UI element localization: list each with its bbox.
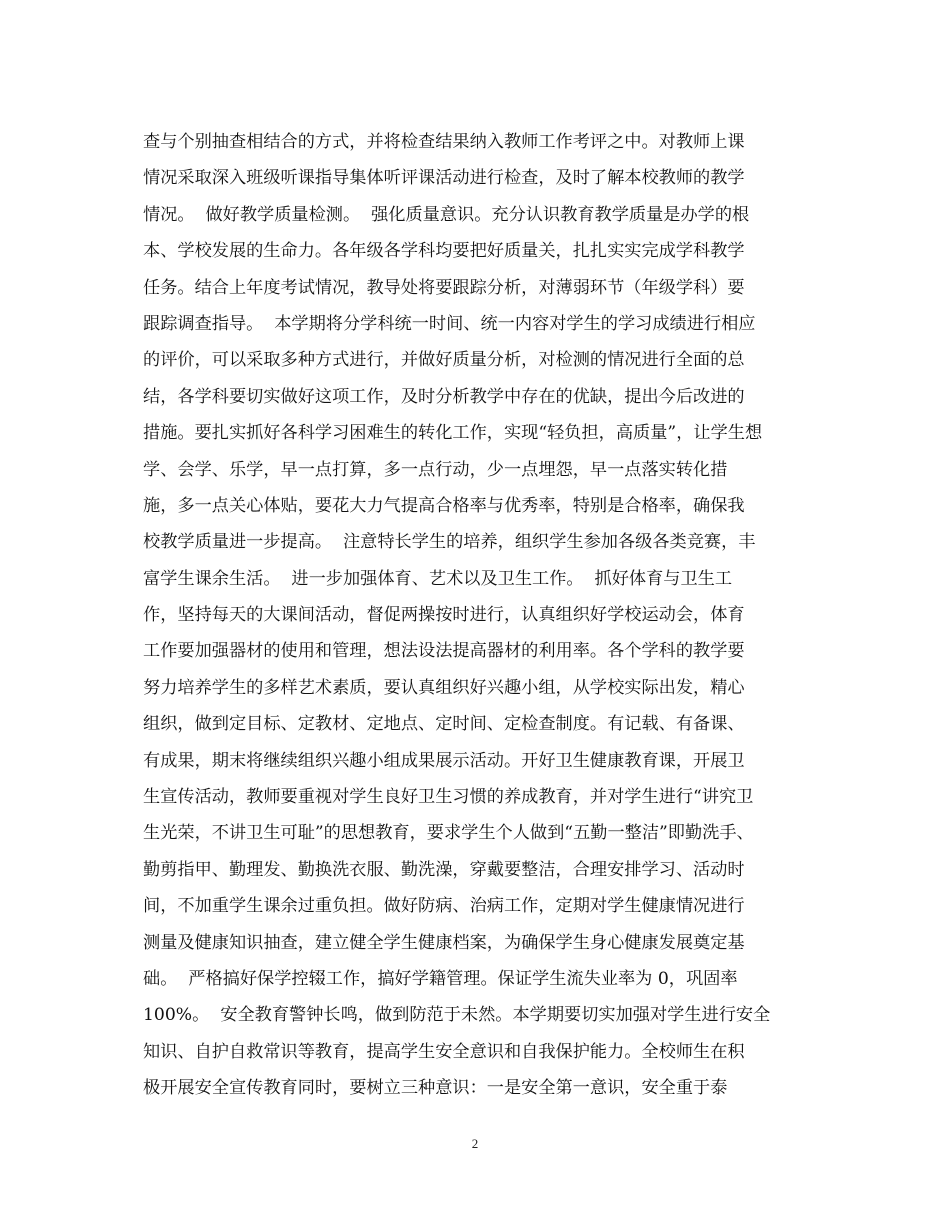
text-line: 情况采取深入班级听课指导集体听评课活动进行检查，及时了解本校教师的教学 — [143, 168, 745, 189]
body-text — [143, 124, 823, 1107]
text-line: 施，多一点关心体贴，要花大力气提高合格率与优秀率，特别是合格率，确保我 — [143, 495, 745, 516]
text-line: 间，不加重学生课余过重负担。做好防病、治病工作，定期对学生健康情况进行 — [143, 896, 745, 917]
text-line: 任务。结合上年度考试情况，教导处将要跟踪分析，对薄弱环节（年级学科）要 — [143, 277, 745, 298]
text-line: 跟踪调查指导。 本学期将分学科统一时间、统一内容对学生的学习成绩进行相应 — [143, 313, 756, 334]
text-line: 生宣传活动，教师要重视对学生良好卫生习惯的养成教育，并对学生进行“讲究卫 — [143, 787, 754, 808]
text-line: 努力培养学生的多样艺术素质，要认真组织好兴趣小组，从学校实际出发，精心 — [143, 677, 745, 698]
text-line: 有成果，期末将继续组织兴趣小组成果展示活动。开好卫生健康教育课，开展卫 — [143, 750, 745, 771]
text-line: 措施。要扎实抓好各科学习困难生的转化工作，实现“轻负担，高质量”，让学生想 — [143, 423, 763, 444]
text-line: 100%。 安全教育警钟长鸣，做到防范于未然。本学期要切实加强对学生进行安全 — [143, 1005, 771, 1026]
text-line: 作，坚持每天的大课间活动，督促两操按时进行，认真组织好学校运动会，体育 — [143, 605, 745, 626]
page-number: 2 — [471, 1136, 479, 1151]
text-line: 知识、自护自救常识等教育，提高学生安全意识和自我保护能力。全校师生在积 — [143, 1041, 745, 1062]
text-line: 学、会学、乐学，早一点打算，多一点行动，少一点埋怨，早一点落实转化措 — [143, 459, 728, 480]
text-line: 组织，做到定目标、定教材、定地点、定时间、定检查制度。有记载、有备课、 — [143, 714, 745, 735]
text-line: 测量及健康知识抽查，建立健全学生健康档案，为确保学生身心健康发展奠定基 — [143, 932, 745, 953]
text-line: 勤剪指甲、勤理发、勤换洗衣服、勤洗澡，穿戴要整洁，合理安排学习、活动时 — [143, 859, 745, 880]
text-line: 础。 严格搞好保学控辍工作，搞好学籍管理。保证学生流失业率为 0，巩固率 — [143, 968, 738, 989]
text-line: 本、学校发展的生命力。各年级各学科均要把好质量关，扎扎实实完成学科教学 — [143, 241, 745, 262]
text-line: 结，各学科要切实做好这项工作，及时分析教学中存在的优缺，提出今后改进的 — [143, 386, 745, 407]
text-line: 情况。 做好教学质量检测。 强化质量意识。充分认识教育教学质量是办学的根 — [143, 204, 750, 225]
text-line: 极开展安全宣传教育同时，要树立三种意识：一是安全第一意识，安全重于泰 — [143, 1078, 728, 1099]
text-line: 生光荣，不讲卫生可耻”的思想教育，要求学生个人做到“五勤一整洁”即勤洗手、 — [143, 823, 754, 844]
text-line: 查与个别抽查相结合的方式，并将检查结果纳入教师工作考评之中。对教师上课 — [143, 132, 745, 152]
text-line: 工作要加强器材的使用和管理，想法设法提高器材的利用率。各个学科的教学要 — [143, 641, 745, 662]
text-line: 校教学质量进一步提高。 注意特长学生的培养，组织学生参加各级各类竞赛，丰 — [143, 532, 756, 553]
text-line: 富学生课余生活。 进一步加强体育、艺术以及卫生工作。 抓好体育与卫生工 — [143, 568, 733, 589]
text-line: 的评价，可以采取多种方式进行，并做好质量分析，对检测的情况进行全面的总 — [143, 350, 745, 371]
